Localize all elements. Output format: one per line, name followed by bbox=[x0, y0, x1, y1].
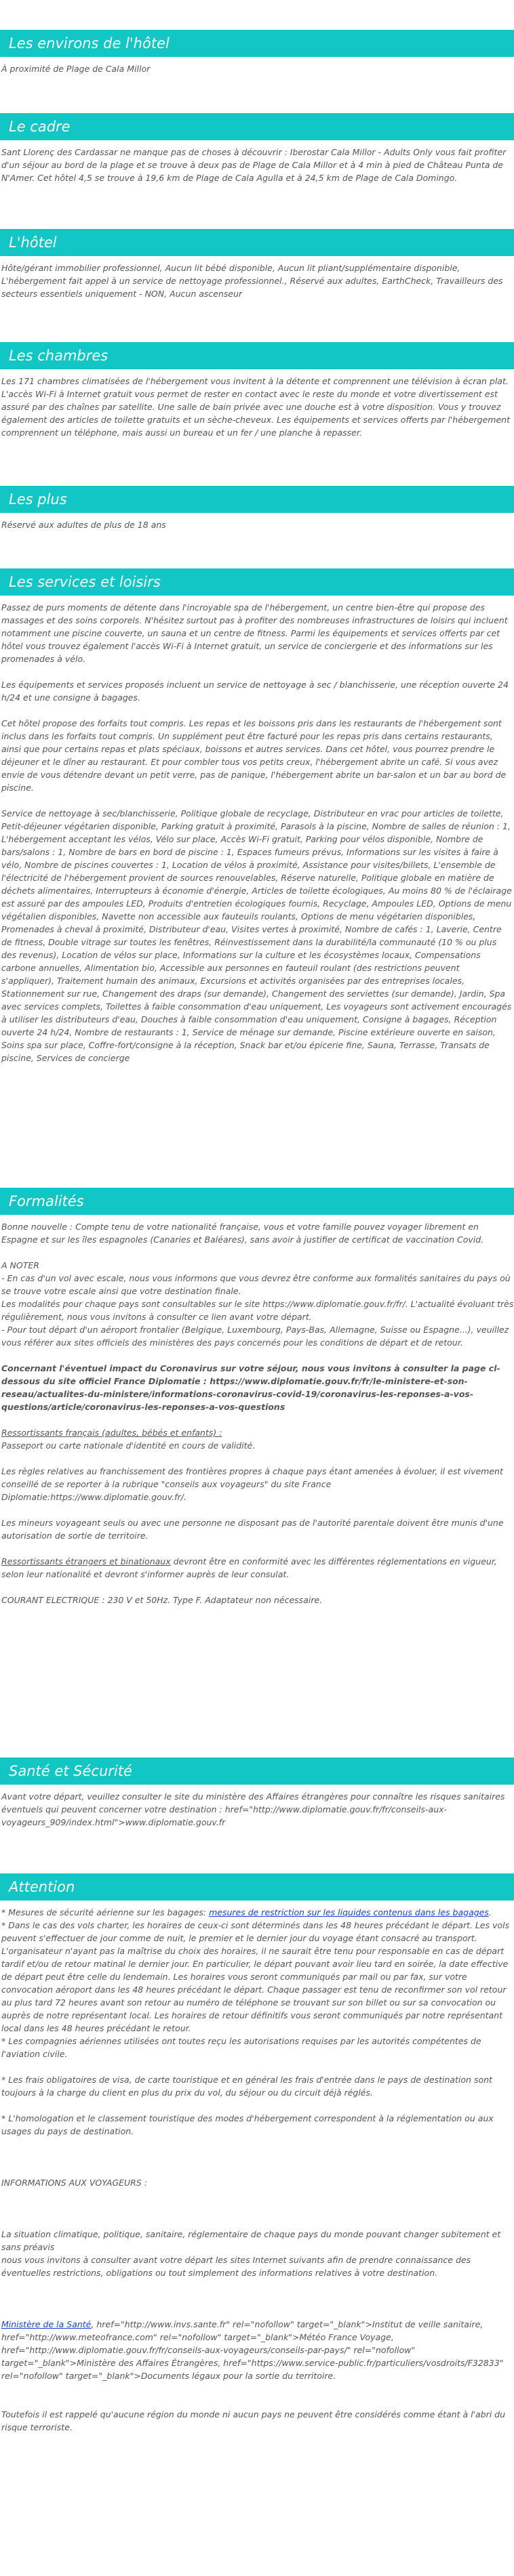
section-environs bbox=[0, 30, 514, 75]
formalites-paragraph: Les modalités pour chaque pays sont consultables sur le site https://www.diplomatie.gouv.fr/fr/. L'actualité évoluant très régulièrement, nous vous invitons à consulter ce lien avant votre départ. bbox=[1, 1299, 514, 1322]
formalites-paragraph: Les mineurs voyageant seuls ou avec une personne ne disposant pas de l'autorité parentale doivent être munis d'une autorisation de sortie de territoire. bbox=[1, 1518, 504, 1541]
formalites-paragraph: Bonne nouvelle : Compte tenu de votre nationalité française, vous et votre famille pouvez voyager librement en Espagne et sur les îles espagnoles (Canaries et Baléares), sans avoir à justifier de certificat de vaccination Covid. bbox=[1, 1222, 484, 1245]
formalites-subheading: Ressortissants étrangers et binationaux bbox=[1, 1556, 171, 1566]
formalites-paragraph: COURANT ELECTRIQUE : 230 V et 50Hz. Type F. Adaptateur non nécessaire. bbox=[1, 1595, 323, 1605]
section-plus bbox=[0, 486, 514, 531]
attention-text: * Mesures de sécurité aérienne sur les bagages: bbox=[1, 1907, 210, 1917]
section-text: Sant Llorenç des Cardassar ne manque pas de choses à découvrir : Iberostar Cala Millor - Adults Only vous fait profiter d'un séjour au bord de la plage et se trouve à deux pas de Plage de Cala Millor et à 4 min à pied de Château Punta de N'Amer. Cet hôtel 4,5 se trouve à 19,6 km de Plage de Cala Agulla et à 24,5 km de Plage de Cala Domingo. bbox=[1, 147, 507, 183]
formalites-paragraph: - Pour tout départ d'un aéroport frontalier (Belgique, Luxembourg, Pays-Bas, Allemagne, Suisse ou Espagne...), veuillez vous référer aux sites officiels des ministères des pays concernés pour les conditions de départ et de retour. bbox=[1, 1325, 509, 1348]
section-chambres bbox=[0, 342, 514, 439]
formalites-paragraph: - En cas d'un vol avec escale, nous vous informons que vous devrez être conforme aux formalités sanitaires du pays où se trouve votre escale ainsi que votre destination finale. bbox=[1, 1273, 511, 1296]
attention-paragraph: Toutefois il est rappelé qu'aucune région du monde ni aucun pays ne peuvent être considérés comme étant à l'abri du risque terroriste. bbox=[1, 2409, 506, 2432]
section-text: Les 171 chambres climatisées de l'hébergement vous invitent à la détente et comprennent une télévision à écran plat. L'accès Wi-Fi à Internet gratuit vous permet de rester en contact avec le reste du monde et votre divertissement est assuré par des chaînes par satellite. Une salle de bain privée avec une douche est à votre disposition. Vous y trouvez également des articles de toilette gratuits et un sèche-cheveux. Les équipements et services offerts par l'hébergement comprennent un téléphone, mais aussi un bureau et un fer / une planche à repasser. bbox=[1, 376, 510, 438]
formalites-paragraph: Passeport ou carte nationale d'identité en cours de validité. bbox=[1, 1440, 256, 1451]
section-text: Hôte/gérant immobilier professionnel, Aucun lit bébé disponible, Aucun lit pliant/supplémentaire disponible, L'hébergement fait appel à un service de nettoyage professionnel., Réservé aux adultes, EarthCheck, Travailleurs des secteurs essentiels uniquement - NON, Aucun ascenseur bbox=[1, 263, 503, 299]
formalites-paragraph bbox=[1, 1555, 514, 1581]
services-paragraph: Les équipements et services proposés incluent un service de nettoyage à sec / blanchisserie, une réception ouverte 24 h/24 et une consigne à bagages. bbox=[1, 680, 509, 703]
attention-paragraph: * L'homologation et le classement touristique des modes d'hébergement correspondent à la réglementation ou aux usages du pays de destination. bbox=[1, 2113, 494, 2136]
ministere-sante-link[interactable]: Ministère de la Santé bbox=[1, 2319, 92, 2329]
attention-info-heading: INFORMATIONS AUX VOYAGEURS : bbox=[1, 2178, 147, 2188]
section-heading: Attention bbox=[0, 1873, 514, 1900]
section-text: Réservé aux adultes de plus de 18 ans bbox=[1, 520, 166, 530]
attention-paragraph bbox=[1, 2318, 514, 2382]
section-heading: Le cadre bbox=[0, 113, 514, 140]
section-text: À proximité de Plage de Cala Millor bbox=[1, 64, 151, 74]
services-paragraph: Passez de purs moments de détente dans l'incroyable spa de l'hébergement, un centre bien-être qui propose des massages et des soins corporels. N'hésitez surtout pas à profiter des nombreuses infrastructures de loisirs qui incluent notamment une piscine couverte, un sauna et un centre de fitness. Parmi les équipements et services offerts par cet hôtel vous trouvez également l'accès Wi-Fi à Internet gratuit, un service de conciergerie et des informations sur les promenades à vélo. bbox=[1, 602, 508, 664]
services-paragraph: Cet hôtel propose des forfaits tout compris. Les repas et les boissons pris dans les restaurants de l'hébergement sont inclus dans les forfaits tout compris. Un supplément peut être facturé pour les repas pris dans certains restaurants, ainsi que pour certains repas et plats spéciaux, boissons et autres services. Dans cet hôtel, vous pourrez prendre le déjeuner et le dîner au restaurant. Et pour combler tous vos petits creux, l'hébergement abrite un café. Si vous avez envie de vous détendre devant un petit verre, pas de panique, l'hébergement abrite un bar-salon et un bar au bord de piscine. bbox=[1, 718, 507, 793]
liquids-restriction-link[interactable]: mesures de restriction sur les liquides contenus dans les bagages bbox=[209, 1907, 489, 1917]
section-cadre bbox=[0, 113, 514, 184]
attention-paragraph: * Dans le cas des vols charter, les horaires de ceux-ci sont déterminés dans les 48 heures précédant le départ. Les vols peuvent s'effectuer de jour comme de nuit, le premier et le dernier jour du voyage étant consacré au transport. L'organisateur n'ayant pas la maîtrise du choix des horaires, il ne saurait être tenu pour responsable en cas de départ tardif et/ou de retour matinal le dernier jour. En particulier, le départ pouvant avoir lieu tard en soirée, la date effective de départ peut être celle du lendemain. Les horaires vous seront communiqués par mail ou par fax, sur votre convocation aéroport dans les 48 heures précédant le départ. Chaque passager est tenu de reconfirmer son vol retour au plus tard 72 heures avant son retour au numéro de téléphone se trouvant sur son billet ou sur sa convocation ou auprès de notre représentant local. Les horaires de retour définitifs vous seront communiqués par notre représentant local dans les 48 heures précédant le retour. bbox=[1, 1920, 510, 2033]
section-formalites bbox=[0, 1188, 514, 1606]
section-heading: Formalités bbox=[0, 1188, 514, 1215]
section-heading: Les chambres bbox=[0, 342, 514, 369]
formalites-note-label: A NOTER bbox=[1, 1260, 39, 1270]
section-hotel bbox=[0, 229, 514, 300]
formalites-text: devront être en conformité avec les différentes réglementations en vigueur, selon leur nationalité et devront s'informer auprès de leur consulat. bbox=[1, 1556, 497, 1579]
section-attention bbox=[0, 1873, 514, 2434]
attention-paragraph: La situation climatique, politique, sanitaire, réglementaire de chaque pays du monde pouvant changer subitement et sans préavis bbox=[1, 2229, 501, 2252]
formalites-subheading: Ressortissants français (adultes, bébés et enfants) : bbox=[1, 1428, 222, 1438]
section-heading: Les plus bbox=[0, 486, 514, 513]
attention-text: , href="http://www.invs.sante.fr" rel="nofollow" target="_blank">Institut de veille sanitaire, href="http://www.meteofrance.com" rel="nofollow" target="_blank">Météo France Voyage, href="http://www.diplomatie.gouv.fr/fr/conseils-aux-voyageurs/conseils-par-pays/" rel="nofollow" target="_blank">Ministère des Affaires Étrangères, href="https://www.service-public.fr/particuliers/vosdroits/F32833" rel="nofollow" target="_blank">Documents légaux pour la sortie du territoire. bbox=[1, 2319, 504, 2381]
section-text: Avant votre départ, veuillez consulter le site du ministère des Affaires étrangères pour connaître les risques sanitaires éventuels qui peuvent concerner votre destination : href="http://www.diplomatie.gouv.fr/fr/conseils-aux-voyageurs_909/index.html">www.diplomatie.gouv.fr bbox=[1, 1791, 505, 1827]
section-heading: L'hôtel bbox=[0, 229, 514, 256]
attention-paragraph: nous vous invitons à consulter avant votre départ les sites Internet suivants afin de prendre connaissance des éventuelles restrictions, obligations ou tout simplement des informations relatives à votre destination. bbox=[1, 2255, 471, 2278]
section-heading: Santé et Sécurité bbox=[0, 1758, 514, 1785]
formalites-paragraph: Les règles relatives au franchissement des frontières propres à chaque pays étant amenées à évoluer, il est vivement conseillé de se reporter à la rubrique "conseils aux voyageurs" du site France Diplomatie:https://www.diplomatie.gouv.fr/. bbox=[1, 1466, 503, 1502]
attention-paragraph bbox=[1, 1906, 514, 1919]
section-heading: Les environs de l'hôtel bbox=[0, 30, 514, 57]
attention-paragraph: * Les frais obligatoires de visa, de carte touristique et en général les frais d'entrée dans le pays de destination sont toujours à la charge du client en plus du prix du vol, du séjour ou du circuit déjà réglés. bbox=[1, 2075, 492, 2098]
section-sante bbox=[0, 1758, 514, 1829]
attention-paragraph: * Les compagnies aériennes utilisées ont toutes reçu les autorisations requises par les autorités compétentes de l'aviation civile. bbox=[1, 2036, 481, 2059]
section-heading: Les services et loisirs bbox=[0, 568, 514, 596]
formalites-coronavirus: Concernant l'éventuel impact du Coronavirus sur votre séjour, nous vous invitons à consulter la page cl-dessous du site officiel France Diplomatie : https://www.diplomatie.gouv.fr/fr/le-ministere-et-son-reseau/actualites-du-ministere/informations-coronavirus-covid-19/coronavirus-les-reponses-a-vos-questions/article/coronavirus-les-reponses-a-vos-questions bbox=[1, 1363, 500, 1412]
services-list: Service de nettoyage à sec/blanchisserie, Politique globale de recyclage, Distributeur en vrac pour articles de toilette, Petit-déjeuner végétarien disponible, Parking gratuit à proximité, Parasols à la piscine, Nombre de salles de réunion : 1, L'hébergement acceptant les vélos, Vélo sur place, Accès Wi-Fi gratuit, Parking pour vélos disponible, Nombre de bars/salons : 1, Nombre de bars en bord de piscine : 1, Espaces fumeurs prévus, Informations sur les visites à faire à vélo, Nombre de piscines couvertes : 1, Location de vélos à proximité, Assistance pour visites/billets, L'ensemble de l'électricité de l'hébergement provient de sources renouvelables, Réserve naturelle, Politique globale en matière de déchets alimentaires, Interrupteurs à économie d'énergie, Articles de toilette écologiques, Au moins 80 % de l'éclairage est assuré par des ampoules LED, Produits d'entretien écologiques fournis, Recyclage, Ampoules LED, Options de menu végétalien disponibles, Navette non accessible aux fauteuils roulants, Options de menu végétarien disponibles, Promenades à cheval à proximité, Distributeur d'eau, Visites vertes à proximité, Nombre de cafés : 1, Laverie, Centre de fitness, Double vitrage sur toutes les fenêtres, Réinvestissement dans la durabilité/la communauté (10 % ou plus des revenus), Location de vélos sur place, Informations sur la culture et les écosystèmes locaux, Compensations carbone annuelles, Alimentation bio, Accessible aux personnes en fauteuil roulant (des restrictions peuvent s'appliquer), Traitement humain des animaux, Excursions et activités organisées par des entreprises locales, Stationnement sur rue, Changement des draps (sur demande), Changement des serviettes (sur demande), Jardin, Spa avec services complets, Toilettes à faible consommation d'eau uniquement, Les voyageurs sont activement encouragés à utiliser les distributeurs d'eau, Douches à faible consommation d'eau uniquement, Consigne à bagages, Réception ouverte 24 h/24, Nombre de restaurants : 1, Service de ménage sur demande, Piscine extérieure ouverte en saison, Soins spa sur place, Coffre-fort/consigne à la réception, Snack bar et/ou épicerie fine, Sauna, Terrasse, Transats de piscine, Services de concierge bbox=[1, 808, 512, 1063]
section-services bbox=[0, 568, 514, 1064]
attention-text: . bbox=[488, 1907, 492, 1917]
